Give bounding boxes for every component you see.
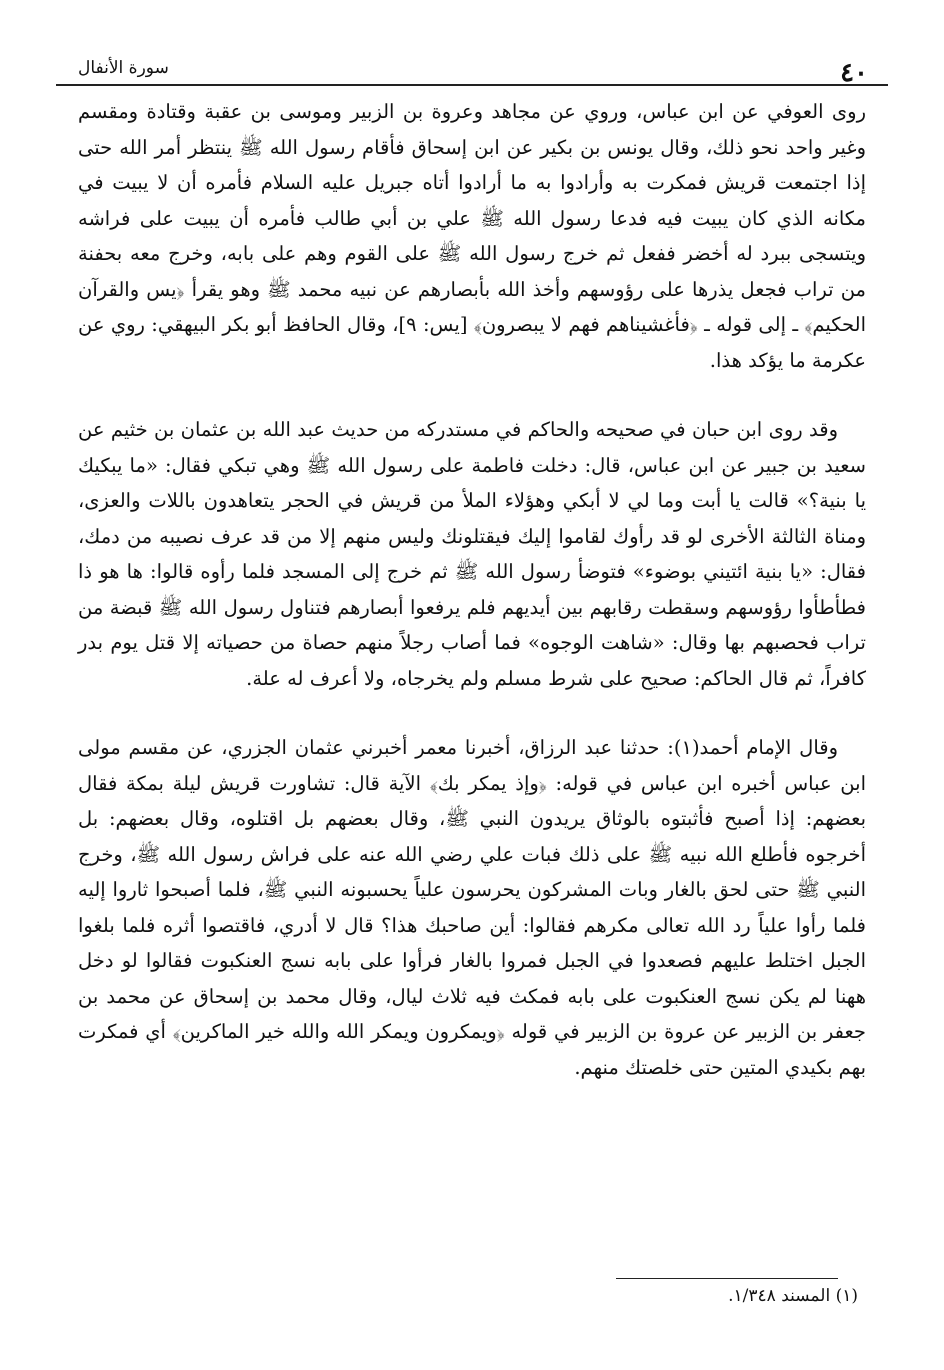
surah-title: سورة الأنفال <box>78 58 169 78</box>
page-number: ٤٠ <box>840 58 868 88</box>
paragraph-1: روى العوفي عن ابن عباس، وروي عن مجاهد وعروة بن الزبير وموسى بن عقبة وقتادة ومقسم وغير واحد نحو ذلك، وقال يونس بن بكير عن ابن إسحاق فأقام رسول الله ﷺ ينتظر أمر الله حتى إذا اجتمعت قريش فمكرت به وأرادوا به ما أرادوا أتاه جبريل عليه السلام فأمره أن لا يبيت في مكانه الذي كان يبيت فيه فدعا رسول الله ﷺ علي بن أبي طالب فأمره أن يبيت على فراشه ويتسجى ببرد له أخضر ففعل ثم خرج رسول الله ﷺ على القوم وهم على بابه، وخرج معه بحفنة من تراب فجعل يذرها على رؤوسهم وأخذ الله بأبصارهم عن نبيه محمد ﷺ وهو يقرأ ﴿يس والقرآن الحكيم﴾ ـ إلى قوله ـ ﴿فأغشيناهم فهم لا يبصرون﴾ [يس: ٩]، وقال الحافظ أبو بكر البيهقي: روي عن عكرمة ما يؤكد هذا. <box>78 100 866 372</box>
paragraph-3: وقال الإمام أحمد(١): حدثنا عبد الرزاق، أخبرنا معمر أخبرني عثمان الجزري، عن مقسم مولى ابن عباس أخبره ابن عباس في قوله: ﴿وإذ يمكر بك﴾ الآية قال: تشاورت قريش ليلة بمكة فقال بعضهم: إذا أصبح فأثبتوه بالوثاق يريدون النبي ﷺ، وقال بعضهم بل اقتلوه، وقال بعضهم: بل أخرجوه فأطلع الله نبيه ﷺ على ذلك فبات علي رضي الله عنه على فراش رسول الله ﷺ، وخرج النبي ﷺ حتى لحق بالغار وبات المشركون يحرسون علياً يحسبونه النبي ﷺ، فلما أصبحوا ثاروا إليه فلما رأوا علياً رد الله تعالى مكرهم فقالوا: أين صاحبك هذا؟ قال لا أدري، فاقتصوا أثره فلما بلغوا الجبل اختلط عليهم فصعدوا في الجبل فمروا بالغار فرأوا على بابه نسج العنكبوت فقالوا لو دخل ههنا لم يكن نسج العنكبوت على بابه فمكث فيه ثلاث ليال، وقال محمد بن إسحاق عن محمد بن جعفر بن الزبير عن عروة بن الزبير في قوله ﴿ويمكرون ويمكر الله والله خير الماكرين﴾ أي فمكرت بهم بكيدي المتين حتى خلصتك منهم. <box>78 736 866 1079</box>
main-text <box>78 94 866 1085</box>
paragraph-gap <box>78 696 866 730</box>
paragraph-2: وقد روى ابن حبان في صحيحه والحاكم في مستدركه من حديث عبد الله بن عثمان بن خثيم عن سعيد بن جبير عن ابن عباس، قال: دخلت فاطمة على رسول الله ﷺ وهي تبكي فقال: «ما يبكيك يا بنية؟» قالت يا أبت وما لي لا أبكي وهؤلاء الملأ من قريش في الحجر يتعاهدون باللات والعزى، ومناة الثالثة الأخرى لو قد رأوك لقاموا إليك فيقتلونك وليس منهم إلا من قد عرف نصيبه من دمك، فقال: «يا بنية ائتيني بوضوء» فتوضأ رسول الله ﷺ ثم خرج إلى المسجد فلما رأوه قالوا: ها هو ذا فطأطأوا رؤوسهم وسقطت رقابهم بين أيديهم فلم يرفعوا أبصارهم فتناول رسول الله ﷺ قبضة من تراب فحصبهم بها وقال: «شاهت الوجوه» فما أصاب رجلاً منهم حصاة من حصياته إلا قتل يوم بدر كافراً، ثم قال الحاكم: صحيح على شرط مسلم ولم يخرجاه، ولا أعرف له علة. <box>78 418 866 690</box>
footnote-text: المسند ١/٣٤٨. <box>728 1286 831 1306</box>
paragraph-gap <box>78 378 866 412</box>
footnote <box>78 1286 858 1306</box>
footnote-marker: (١) <box>835 1286 858 1306</box>
header-divider <box>56 84 888 86</box>
footnote-divider <box>616 1278 838 1279</box>
